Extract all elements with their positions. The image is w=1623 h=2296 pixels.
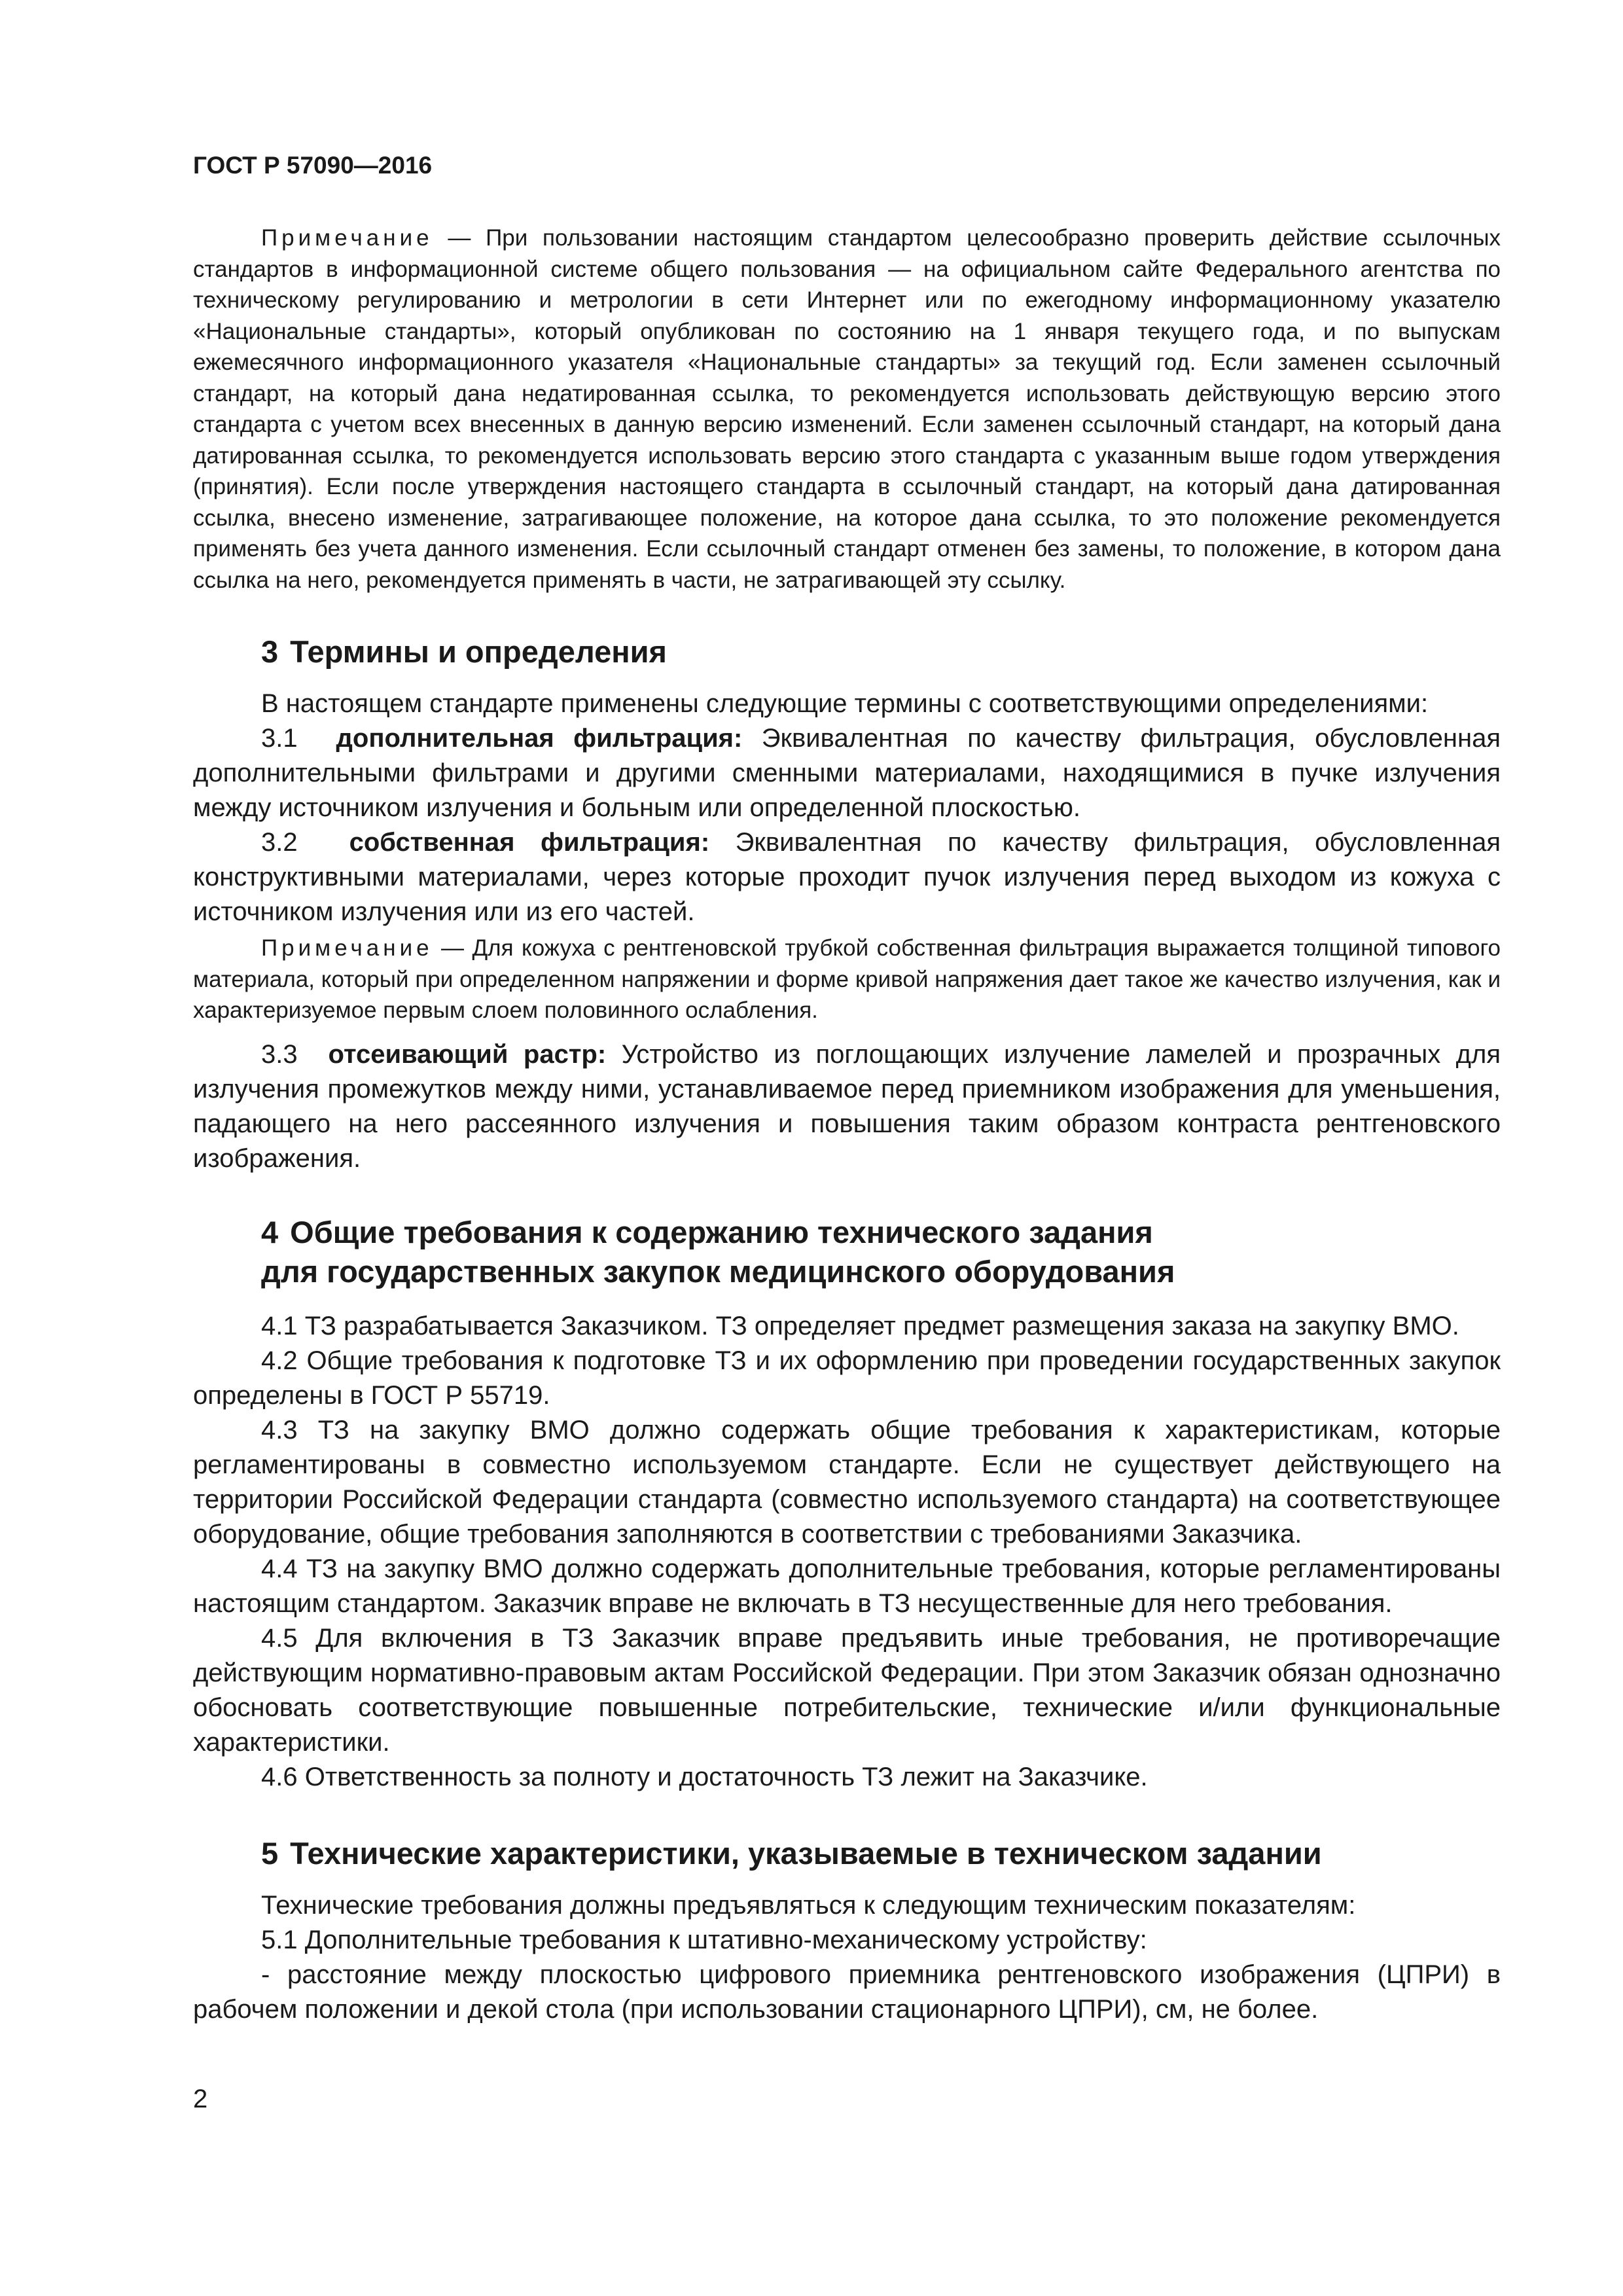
item-4-5: 4.5 Для включения в ТЗ Заказчик вправе предъявить иные требования, не противоречащие действующим нормативно-правовым актам Российской Федерации. При этом Заказчик обязан однозначно обосновать соответствующие повышенные потребительские, технические и/или функциональные характеристики. — [193, 1624, 1501, 1757]
section-title-line1: Общие требования к содержанию технического задания — [290, 1215, 1153, 1249]
note-text: — Для кожуха с рентгеновской трубкой собственная фильтрация выражается толщиной типового материала, который при определенном напряжении и форме кривой напряжения дает такое же качество излучения, как и характеризуемое первым слоем половинного ослабления. — [193, 935, 1501, 1023]
section-5-body — [193, 1888, 1501, 2027]
reference-note — [193, 223, 1501, 596]
section-intro: Технические требования должны предъявляться к следующим техническим показателям: — [261, 1891, 1356, 1920]
section-5-heading — [261, 1834, 1501, 1873]
item-4-6: 4.6 Ответственность за полноту и достаточность ТЗ лежит на Заказчике. — [261, 1763, 1148, 1791]
note-label: Примечание — [261, 935, 433, 961]
term-3-1: 3.1 дополнительная фильтрация: Эквивалентная по качеству фильтрация, обусловленная дополнительными фильтрами и другими сменными материалами, находящимися в пучке излучения между источником излучения и больным или определенной плоскостью. — [193, 724, 1501, 822]
item-4-2: 4.2 Общие требования к подготовке ТЗ и их оформлению при проведении государственных закупок определены в ГОСТ Р 55719. — [193, 1346, 1501, 1410]
section-intro: В настоящем стандарте применены следующие термины с соответствующими определениями: — [261, 689, 1429, 718]
section-4-heading — [261, 1213, 1501, 1291]
item-4-1: 4.1 ТЗ разрабатывается Заказчиком. ТЗ определяет предмет размещения заказа на закупку ВМО. — [261, 1312, 1459, 1340]
term-3-3: 3.3 отсеивающий растр: Устройство из поглощающих излучение ламелей и прозрачных для излучения промежутков между ними, устанавливаемое перед приемником изображения для уменьшения, падающего на него рассеянного излучения и повышения таким образом контраста рентгеновского изображения. — [193, 1040, 1501, 1173]
note-label: Примечание — [261, 225, 433, 251]
item-4-4: 4.4 ТЗ на закупку ВМО должно содержать дополнительные требования, которые регламентированы настоящим стандартом. Заказчик вправе не включать в ТЗ несущественные для него требования. — [193, 1554, 1501, 1618]
document-header: ГОСТ Р 57090—2016 — [193, 152, 433, 179]
section-4-body — [193, 1309, 1501, 1795]
page-number: 2 — [193, 2085, 208, 2113]
item-4-3: 4.3 ТЗ на закупку ВМО должно содержать общие требования к характеристикам, которые регламентированы в совместно используемом стандарте. Если не существует действующего на территории Российской Федерации стандарта (совместно используемого стандарта) на соответствующее оборудование, общие требования заполняются в соответствии с требованиями Заказчика. — [193, 1416, 1501, 1549]
item-5-1: 5.1 Дополнительные требования к штативно-механическому устройству: — [261, 1926, 1147, 1954]
section-number: 3 — [261, 634, 279, 669]
section-title: Технические характеристики, указываемые в техническом задании — [290, 1836, 1322, 1871]
term-3-2: 3.2 собственная фильтрация: Эквивалентная по качеству фильтрация, обусловленная конструктивными материалами, через которые проходит пучок излучения перед выходом из кожуха с источником излучения или из его частей. — [193, 828, 1501, 926]
section-title-line2: для государственных закупок медицинского оборудования — [261, 1254, 1175, 1289]
note-text: — При пользовании настоящим стандартом целесообразно проверить действие ссылочных стандартов в информационной системе общего пользования — на официальном сайте Федерального агентства по техническому регулированию и метрологии в сети Интернет или по ежегодному информационному указателю «Национальные стандарты», который опубликован по состоянию на 1 января текущего года, и по выпускам ежемесячного информационного указателя «Национальные стандарты» за текущий год. Если заменен ссылочный стандарт, на который дана недатированная ссылка, то рекомендуется использовать действующую версию этого стандарта с учетом всех внесенных в данную версию изменений. Если заменен ссылочный стандарт, на который дана датированная ссылка, то рекомендуется использовать версию этого стандарта с указанным выше годом утверждения (принятия). Если после утверждения настоящего стандарта в ссылочный стандарт, на который дана датированная ссылка, внесено изменение, затрагивающее положение, на которое дана ссылка, то это положение рекомендуется применять без учета данного изменения. Если ссылочный стандарт отменен без замены, то положение, в котором дана ссылка на него, рекомендуется применять в части, не затрагивающей эту ссылку. — [193, 225, 1501, 593]
section-number: 4 — [261, 1215, 279, 1249]
section-3-body — [193, 687, 1501, 929]
term-3-3-block — [193, 1037, 1501, 1176]
section-3-heading — [261, 632, 1501, 672]
section-number: 5 — [261, 1836, 279, 1871]
term-note — [193, 933, 1501, 1026]
section-title: Термины и определения — [290, 634, 667, 669]
bullet-item: - расстояние между плоскостью цифрового приемника рентгеновского изображения (ЦПРИ) в рабочем положении и декой стола (при использовании стационарного ЦПРИ), см, не более. — [193, 1960, 1501, 2024]
